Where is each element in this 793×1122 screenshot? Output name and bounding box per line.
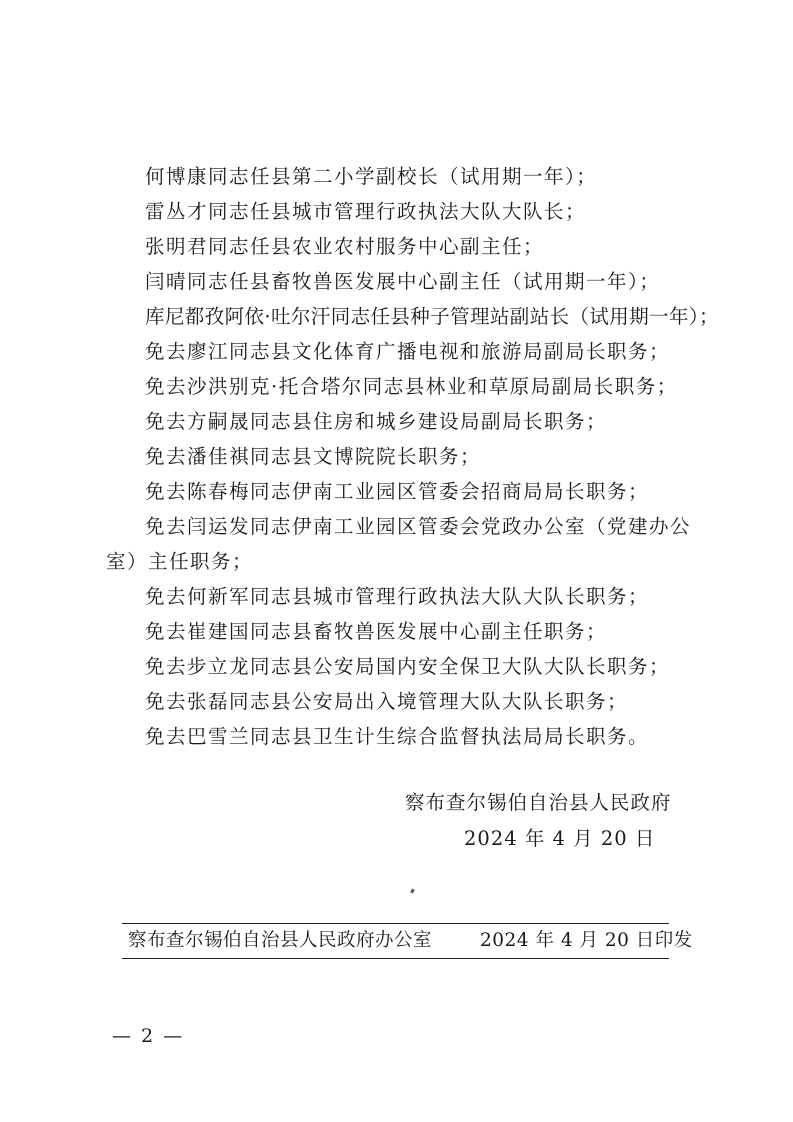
footer-issuer: 察布查尔锡伯自治县人民政府办公室: [128, 930, 433, 951]
signature-date: 2024 年 4 月 20 日: [464, 827, 656, 850]
body-line: 免去何新军同志县城市管理行政执法大队大队长职务；: [145, 585, 650, 608]
footer-bottom-rule: [122, 958, 669, 959]
body-line: 免去陈春梅同志伊南工业园区管委会招商局局长职务；: [145, 480, 650, 503]
page-number: — 2 —: [112, 1025, 185, 1047]
footer-top-rule: [122, 923, 669, 924]
body-line: 免去潘佳祺同志县文博院院长职务；: [145, 445, 482, 468]
body-line: 免去沙洪别克·托合塔尔同志县林业和草原局副局长职务；: [145, 375, 678, 398]
footer-issue-date: 2024 年 4 月 20 日印发: [480, 930, 693, 951]
body-line: 何博康同志任县第二小学副校长（试用期一年）；: [145, 165, 598, 188]
body-line: 张明君同志任县农业农村服务中心副主任；: [145, 235, 545, 258]
body-line: 免去廖江同志县文化体育广播电视和旅游局副局长职务；: [145, 340, 671, 363]
body-line: 免去巴雪兰同志县卫生计生综合监督执法局局长职务。: [145, 725, 650, 748]
body-line: 免去闫运发同志伊南工业园区管委会党政办公室（党建办公: [145, 515, 692, 538]
body-line: 室）主任职务；: [106, 550, 254, 573]
stray-mark: [410, 889, 415, 894]
body-line: 免去方嗣晟同志县住房和城乡建设局副局长职务；: [145, 410, 608, 433]
body-line: 雷丛才同志任县城市管理行政执法大队大队长；: [145, 200, 587, 223]
body-line: 免去张磊同志县公安局出入境管理大队大队长职务；: [145, 690, 629, 713]
body-line: 库尼都孜阿依·吐尔汗同志任县种子管理站副站长（试用期一年）；: [145, 305, 719, 328]
signature-organization: 察布查尔锡伯自治县人民政府: [405, 791, 672, 814]
body-line: 免去崔建国同志县畜牧兽医发展中心副主任职务；: [145, 620, 608, 643]
body-line: 免去步立龙同志县公安局国内安全保卫大队大队长职务；: [145, 655, 671, 678]
body-line: 闫晴同志任县畜牧兽医发展中心副主任（试用期一年）；: [145, 270, 661, 293]
